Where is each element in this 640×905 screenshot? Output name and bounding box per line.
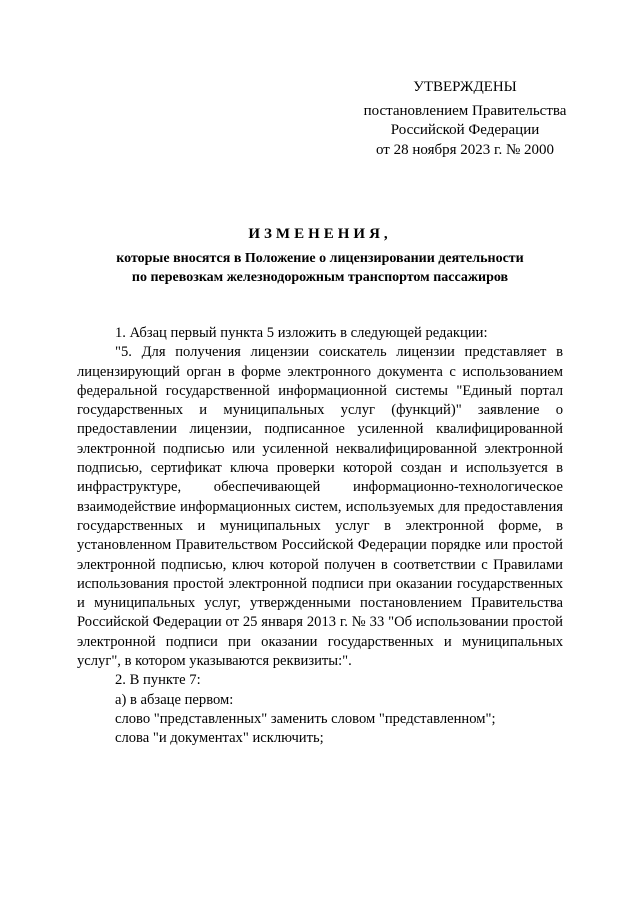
document-title: ИЗМЕНЕНИЯ, [248, 226, 392, 242]
paragraph-subitem-a: а) в абзаце первом: [115, 691, 234, 708]
document-body [77, 324, 563, 749]
approval-heading: УТВЕРЖДЕНЫ [413, 79, 517, 95]
subtitle-line: по перевозкам железнодорожным транспортом пассажиров [131, 270, 509, 285]
subtitle-line: которые вносятся в Положение о лицензировании деятельности [116, 251, 524, 266]
document-subtitle [70, 249, 570, 287]
document-heading [70, 226, 570, 287]
paragraph-item-1: 1. Абзац первый пункта 5 изложить в следующей редакции: [115, 325, 488, 341]
approval-stamp [330, 78, 600, 160]
paragraph-item-2: 2. В пункте 7: [115, 672, 201, 689]
approval-line: Российской Федерации [390, 122, 540, 138]
paragraph-replace-word: слово "представленных" заменить словом "представленном"; [115, 710, 496, 727]
approval-line: постановлением Правительства [363, 102, 567, 119]
paragraph-quoted-text: "5. Для получения лицензии соискатель лицензии представляет в лицензирующий орган в форме электронного документа с использованием федеральной государственной информационной системы "Единый портал государственных и муниципальных услуг (функций)" заявление о предоставлении лицензии, подписанное усиленной квалифицированной электронной подписью или усиленной неквалифицированной электронной подписью, сертификат ключа проверки которой создан и используется в инфраструктуре, обеспечивающей информационно-технологическое взаимодействие информационных систем, используемых для предоставления государственных и муниципальных услуг в электронной форме, в установленном Правительством Российской Федерации порядке или простой электронной подписью, ключ которой получен в соответствии с Правилами использования простой электронной подписи при оказании государственных и муниципальных услуг, утвержденными постановлением Правительства Российской Федерации от 25 января 2013 г. № 33 "Об использовании простой электронной подписи при оказании государственных и муниципальных услуг", в котором указываются реквизиты:". [77, 344, 563, 670]
paragraph-exclude-words: слова "и документах" исключить; [115, 730, 324, 747]
approval-line: от 28 ноября 2023 г. № 2000 [375, 141, 555, 158]
